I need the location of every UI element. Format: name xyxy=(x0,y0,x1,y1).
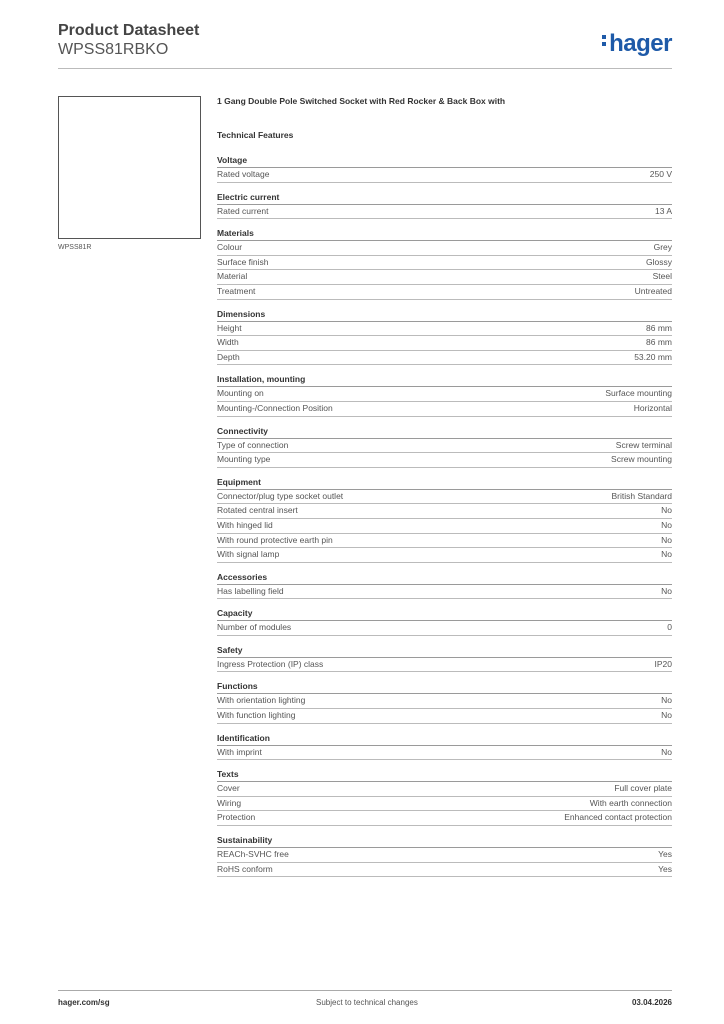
section-title: Accessories xyxy=(217,572,672,585)
feature-value: Surface mounting xyxy=(605,388,672,399)
footer-divider xyxy=(58,990,672,991)
feature-row xyxy=(217,585,672,600)
section-title: Materials xyxy=(217,228,672,241)
section-title: Electric current xyxy=(217,192,672,205)
document-title: Product Datasheet xyxy=(58,22,200,39)
feature-label: With function lighting xyxy=(217,710,296,721)
feature-label: Mounting-/Connection Position xyxy=(217,402,333,413)
product-title: 1 Gang Double Pole Switched Socket with Red Rocker & Back Box with xyxy=(217,96,506,106)
page-header xyxy=(58,22,672,70)
section-title: Connectivity xyxy=(217,426,672,439)
feature-label: Rated voltage xyxy=(217,169,270,179)
feature-row xyxy=(217,797,672,812)
feature-label: Height xyxy=(217,322,242,333)
logo-dots-icon xyxy=(602,33,607,49)
feature-row xyxy=(217,621,672,636)
feature-label: Ingress Protection (IP) class xyxy=(217,658,324,669)
footer-website: hager.com/sg xyxy=(58,998,110,1007)
feature-section xyxy=(217,769,672,826)
feature-label: Rated current xyxy=(217,205,269,216)
feature-value: 86 mm xyxy=(646,337,672,348)
feature-value: Horizontal xyxy=(633,402,672,413)
feature-label: With imprint xyxy=(217,746,262,757)
feature-row xyxy=(217,709,672,724)
feature-label: Colour xyxy=(217,242,243,253)
feature-label: With hinged lid xyxy=(217,519,273,530)
feature-value: Full cover plate xyxy=(614,783,672,794)
feature-value: Yes xyxy=(658,849,672,860)
feature-label: RoHS conform xyxy=(217,863,273,874)
feature-label: With signal lamp xyxy=(217,549,280,560)
feature-section xyxy=(217,228,672,299)
feature-value: Untreated xyxy=(634,285,672,296)
feature-value: 13 A xyxy=(654,205,672,216)
feature-row xyxy=(217,504,672,519)
feature-value: No xyxy=(661,746,672,757)
product-image-placeholder xyxy=(58,96,201,239)
feature-section xyxy=(217,572,672,600)
feature-value: No xyxy=(661,519,672,530)
feature-label: Width xyxy=(217,337,239,348)
feature-row xyxy=(217,270,672,285)
feature-value: Grey xyxy=(653,242,672,253)
feature-row xyxy=(217,168,672,183)
feature-row xyxy=(217,241,672,256)
feature-label: Cover xyxy=(217,783,240,794)
feature-section xyxy=(217,608,672,636)
feature-label: With orientation lighting xyxy=(217,695,306,706)
feature-row xyxy=(217,285,672,300)
feature-row xyxy=(217,519,672,534)
product-code: WPSS81RBKO xyxy=(58,41,169,58)
feature-label: Protection xyxy=(217,812,256,823)
feature-row xyxy=(217,548,672,563)
feature-value: 86 mm xyxy=(646,322,672,333)
feature-value: British Standard xyxy=(611,490,672,501)
feature-label: Type of connection xyxy=(217,439,289,450)
feature-label: Treatment xyxy=(217,285,256,296)
section-title: Safety xyxy=(217,645,672,658)
feature-section xyxy=(217,155,672,183)
feature-row xyxy=(217,256,672,271)
feature-row xyxy=(217,490,672,505)
feature-section xyxy=(217,374,672,416)
feature-value: 53.20 mm xyxy=(634,351,672,362)
feature-row xyxy=(217,439,672,454)
feature-label: Surface finish xyxy=(217,256,269,267)
section-title: Capacity xyxy=(217,608,672,621)
feature-value: No xyxy=(661,534,672,545)
feature-label: Depth xyxy=(217,351,240,362)
feature-section xyxy=(217,645,672,673)
feature-row xyxy=(217,322,672,337)
logo-text: hager xyxy=(609,30,672,57)
feature-value: 0 xyxy=(667,622,672,633)
feature-label: Mounting type xyxy=(217,454,271,465)
feature-value: Screw mounting xyxy=(611,454,672,465)
header-divider xyxy=(58,68,672,69)
feature-label: Connector/plug type socket outlet xyxy=(217,490,344,501)
feature-value: No xyxy=(661,695,672,706)
section-title: Dimensions xyxy=(217,309,672,322)
feature-label: REACh-SVHC free xyxy=(217,849,289,860)
feature-section xyxy=(217,192,672,220)
feature-section xyxy=(217,681,672,723)
feature-value: Enhanced contact protection xyxy=(564,812,672,823)
feature-row xyxy=(217,453,672,468)
feature-label: Number of modules xyxy=(217,622,292,633)
section-title: Texts xyxy=(217,769,672,782)
feature-row xyxy=(217,848,672,863)
feature-section xyxy=(217,309,672,366)
feature-row xyxy=(217,863,672,878)
technical-features-title: Technical Features xyxy=(217,130,294,140)
feature-section xyxy=(217,733,672,761)
section-title: Sustainability xyxy=(217,835,672,848)
feature-row xyxy=(217,746,672,761)
section-title: Equipment xyxy=(217,477,672,490)
feature-label: Has labelling field xyxy=(217,585,284,596)
feature-value: No xyxy=(661,710,672,721)
footer-date: 03.04.2026 xyxy=(631,998,672,1007)
feature-section xyxy=(217,426,672,468)
feature-value: Screw terminal xyxy=(615,439,672,450)
hager-logo xyxy=(602,30,672,58)
feature-label: Rotated central insert xyxy=(217,505,298,516)
feature-label: Wiring xyxy=(217,797,242,808)
feature-row xyxy=(217,336,672,351)
technical-content xyxy=(217,95,672,886)
feature-row xyxy=(217,811,672,826)
section-title: Identification xyxy=(217,733,672,746)
footer-notice: Subject to technical changes xyxy=(316,998,418,1007)
feature-sections xyxy=(217,155,672,877)
feature-section xyxy=(217,477,672,563)
feature-value: 250 V xyxy=(649,169,672,179)
section-title: Functions xyxy=(217,681,672,694)
feature-value: Glossy xyxy=(646,256,672,267)
feature-value: With earth connection xyxy=(589,797,672,808)
feature-label: Mounting on xyxy=(217,388,264,399)
feature-value: Steel xyxy=(652,271,672,282)
section-title: Voltage xyxy=(217,155,672,168)
feature-row xyxy=(217,658,672,673)
feature-value: No xyxy=(661,549,672,560)
feature-label: Material xyxy=(217,271,248,282)
feature-section xyxy=(217,835,672,877)
feature-row xyxy=(217,402,672,417)
feature-row xyxy=(217,387,672,402)
feature-label: With round protective earth pin xyxy=(217,534,333,545)
section-title: Installation, mounting xyxy=(217,374,672,387)
feature-row xyxy=(217,534,672,549)
feature-value: No xyxy=(661,585,672,596)
feature-value: IP20 xyxy=(654,658,672,669)
feature-row xyxy=(217,694,672,709)
image-caption: WPSS81R xyxy=(58,244,92,251)
feature-row xyxy=(217,782,672,797)
feature-row xyxy=(217,351,672,366)
feature-row xyxy=(217,205,672,220)
feature-value: No xyxy=(661,505,672,516)
feature-value: Yes xyxy=(658,863,672,874)
